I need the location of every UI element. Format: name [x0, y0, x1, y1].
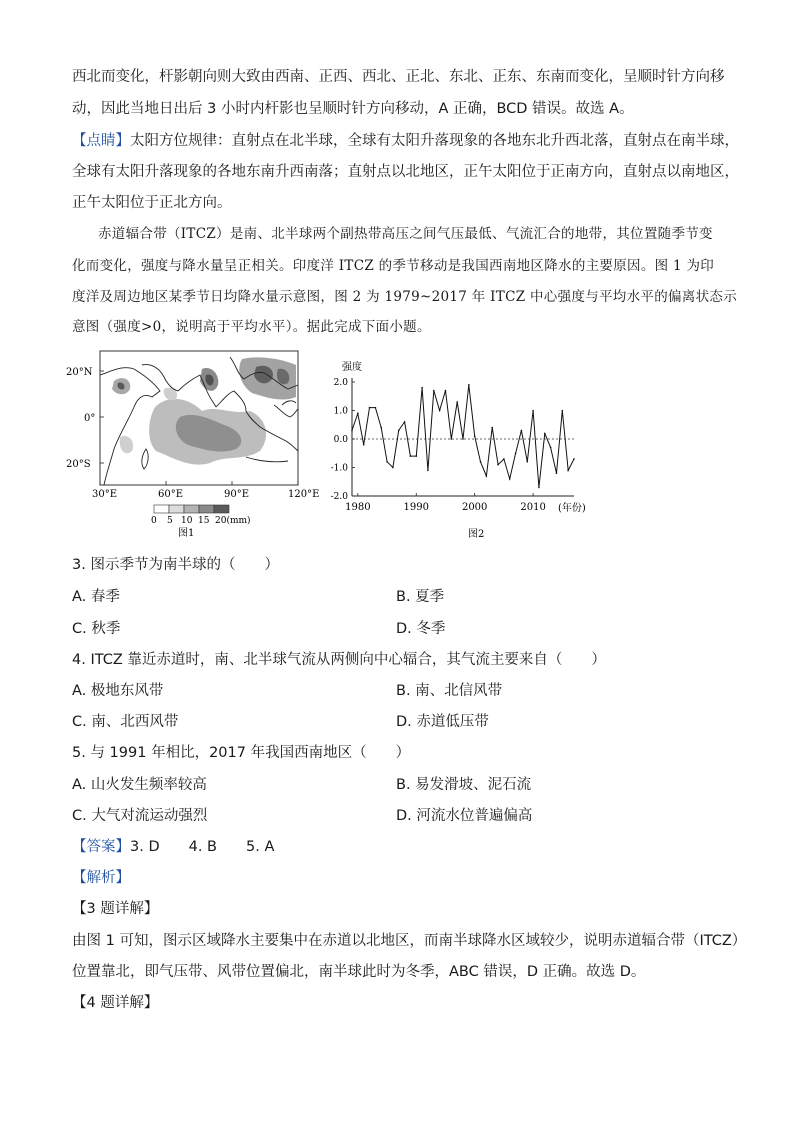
q3-option-b: B. 夏季	[396, 589, 445, 605]
figure-1-caption: 图1	[178, 528, 195, 539]
x-tick-label: 1980	[345, 502, 371, 513]
chart-xlabel: (年份)	[558, 503, 586, 514]
data-point	[410, 455, 412, 457]
lon-label-90e: 90°E	[224, 489, 250, 500]
data-point	[439, 410, 441, 412]
data-point	[515, 452, 517, 454]
data-point	[375, 407, 377, 409]
material-line-2: 化而变化，强度与降水量呈正相关。印度洋 ITCZ 的季节移动是我国西南地区降水的主要原因。图 1 为印	[72, 258, 715, 274]
data-point	[462, 438, 464, 440]
material-line-3: 度洋及周边地区某季节日均降水量示意图，图 2 为 1979~2017 年 ITCZ 中心强度与平均水平的偏离状态示	[72, 289, 738, 305]
intro-line-2: 动，因此当地日出后 3 小时内杆影也呈顺时针方向移动，A 正确，BCD 错误。故选 A。	[72, 101, 634, 117]
q4-option-d: D. 赤道低压带	[396, 714, 489, 730]
q3-option-d: D. 冬季	[396, 621, 446, 637]
legend-swatch	[154, 505, 169, 513]
data-point	[509, 478, 511, 480]
precipitation-map	[60, 345, 330, 545]
y-tick-label: -1.0	[330, 463, 348, 474]
data-point	[451, 438, 453, 440]
legend-tick-10: 10	[181, 516, 193, 526]
q5-option-b: B. 易发滑坡、泥石流	[396, 777, 532, 793]
y-tick-label: -2.0	[330, 492, 348, 502]
legend-swatch	[169, 505, 184, 513]
answer-line	[72, 836, 274, 858]
data-point	[573, 458, 575, 460]
q3-option-a: A. 春季	[72, 589, 120, 605]
data-point	[544, 433, 546, 435]
material-line-1: 赤道辐合带（ITCZ）是南、北半球两个副热带高压之间气压最低、气流汇合的地带，其位置随季节变	[98, 226, 713, 242]
lon-label-30e: 30°E	[92, 489, 118, 500]
data-point	[486, 475, 488, 477]
data-point	[526, 461, 528, 463]
q4-option-b: B. 南、北信风带	[396, 683, 503, 699]
y-tick-label: 2.0	[333, 378, 348, 388]
data-point	[392, 467, 394, 469]
q5-option-d: D. 河流水位普遍偏高	[396, 808, 533, 824]
data-point	[433, 390, 435, 392]
tip-text-1: 太阳方位规律：直射点在北半球，全球有太阳升落现象的各地东北升西北落，直射点在南半球，	[130, 133, 739, 149]
q3-option-c: C. 秋季	[72, 621, 121, 637]
q5-option-c: C. 大气对流运动强烈	[72, 808, 208, 824]
data-point	[369, 407, 371, 409]
data-point	[503, 458, 505, 460]
data-point	[556, 472, 558, 474]
x-tick-label: 2010	[520, 502, 546, 513]
lon-label-60e: 60°E	[158, 489, 184, 500]
data-point	[474, 435, 476, 437]
q5-stem: 5. 与 1991 年相比，2017 年我国西南地区（ ）	[72, 745, 411, 761]
detail3-line-1: 由图 1 可知，图示区域降水主要集中在赤道以北地区，而南半球降水区域较少，说明赤道辐合带（ITCZ）	[72, 933, 747, 949]
legend-swatch	[184, 505, 199, 513]
legend-swatch	[199, 505, 214, 513]
q4-option-a: A. 极地东风带	[72, 683, 164, 699]
data-point	[497, 464, 499, 466]
lat-label-20n: 20°N	[66, 367, 93, 378]
data-point	[468, 384, 470, 386]
y-tick-label: 0.0	[333, 435, 348, 445]
x-tick-label: 2000	[461, 502, 488, 513]
data-point	[415, 455, 417, 457]
data-point	[567, 470, 569, 472]
itcz-intensity-chart	[318, 354, 608, 544]
data-point	[386, 461, 388, 463]
y-tick-label: 1.0	[333, 406, 348, 417]
data-point	[445, 390, 447, 392]
tip-label: 【点睛】	[72, 133, 130, 149]
material-line-4: 意图（强度>0，说明高于平均水平）。据此完成下面小题。	[72, 319, 431, 335]
legend-swatch	[214, 505, 229, 513]
lat-label-20s: 20°S	[66, 459, 91, 470]
data-point	[398, 430, 400, 432]
data-point	[491, 427, 493, 429]
data-point	[427, 470, 429, 472]
tip-line-3: 正午太阳位于正北方向。	[72, 195, 232, 211]
legend-tick-0: 0	[151, 516, 157, 526]
intro-line-1: 西北而变化，杆影朝向则大致由西南、正西、西北、正北、东北、正东、东南而变化，呈顺时针方向移	[72, 69, 725, 85]
data-point	[380, 427, 382, 429]
data-point	[456, 401, 458, 403]
tip-line-2: 全球有太阳升落现象的各地东南升西南落；直射点以北地区，正午太阳位于正南方向，直射点以南地区，	[72, 164, 739, 180]
data-point	[480, 461, 482, 463]
tip-line-1	[72, 130, 739, 152]
itcz-intensity-series-line	[352, 385, 574, 488]
q4-option-c: C. 南、北西风带	[72, 714, 179, 730]
q4-stem: 4. ITCZ 靠近赤道时，南、北半球气流从两侧向中心辐合，其气流主要来自（ ）	[72, 652, 606, 668]
detail4-label: 【4 题详解】	[72, 995, 159, 1011]
data-point	[521, 430, 523, 432]
detail3-line-2: 位置靠北，即气压带、风带位置偏北，南半球此时为冬季，ABC 错误，D 正确。故选 D。	[72, 964, 646, 980]
data-point	[538, 487, 540, 489]
data-point	[357, 413, 359, 415]
legend-tick-5: 5	[167, 516, 173, 526]
data-point	[550, 447, 552, 449]
data-point	[532, 410, 534, 412]
data-point	[404, 421, 406, 423]
legend-tick-15: 15	[198, 516, 210, 526]
lat-label-0: 0°	[84, 413, 96, 424]
figure-2-caption: 图2	[468, 529, 485, 540]
analysis-label: 【解析】	[72, 870, 130, 886]
data-point	[351, 430, 353, 432]
lon-label-120e: 120°E	[288, 489, 320, 500]
chart-ylabel: 强度	[342, 362, 362, 373]
answer-label: 【答案】	[72, 839, 130, 855]
x-tick-label: 1990	[403, 502, 429, 513]
data-point	[363, 444, 365, 446]
q3-stem: 3. 图示季节为南半球的（ ）	[72, 557, 279, 573]
data-point	[562, 410, 564, 412]
data-point	[421, 387, 423, 389]
map-legend	[154, 505, 229, 513]
q5-option-a: A. 山火发生频率较高	[72, 777, 207, 793]
answer-text: 3. D 4. B 5. A	[130, 839, 275, 855]
detail3-label: 【3 题详解】	[72, 901, 159, 917]
legend-tick-20mm: 20(mm)	[215, 516, 251, 526]
